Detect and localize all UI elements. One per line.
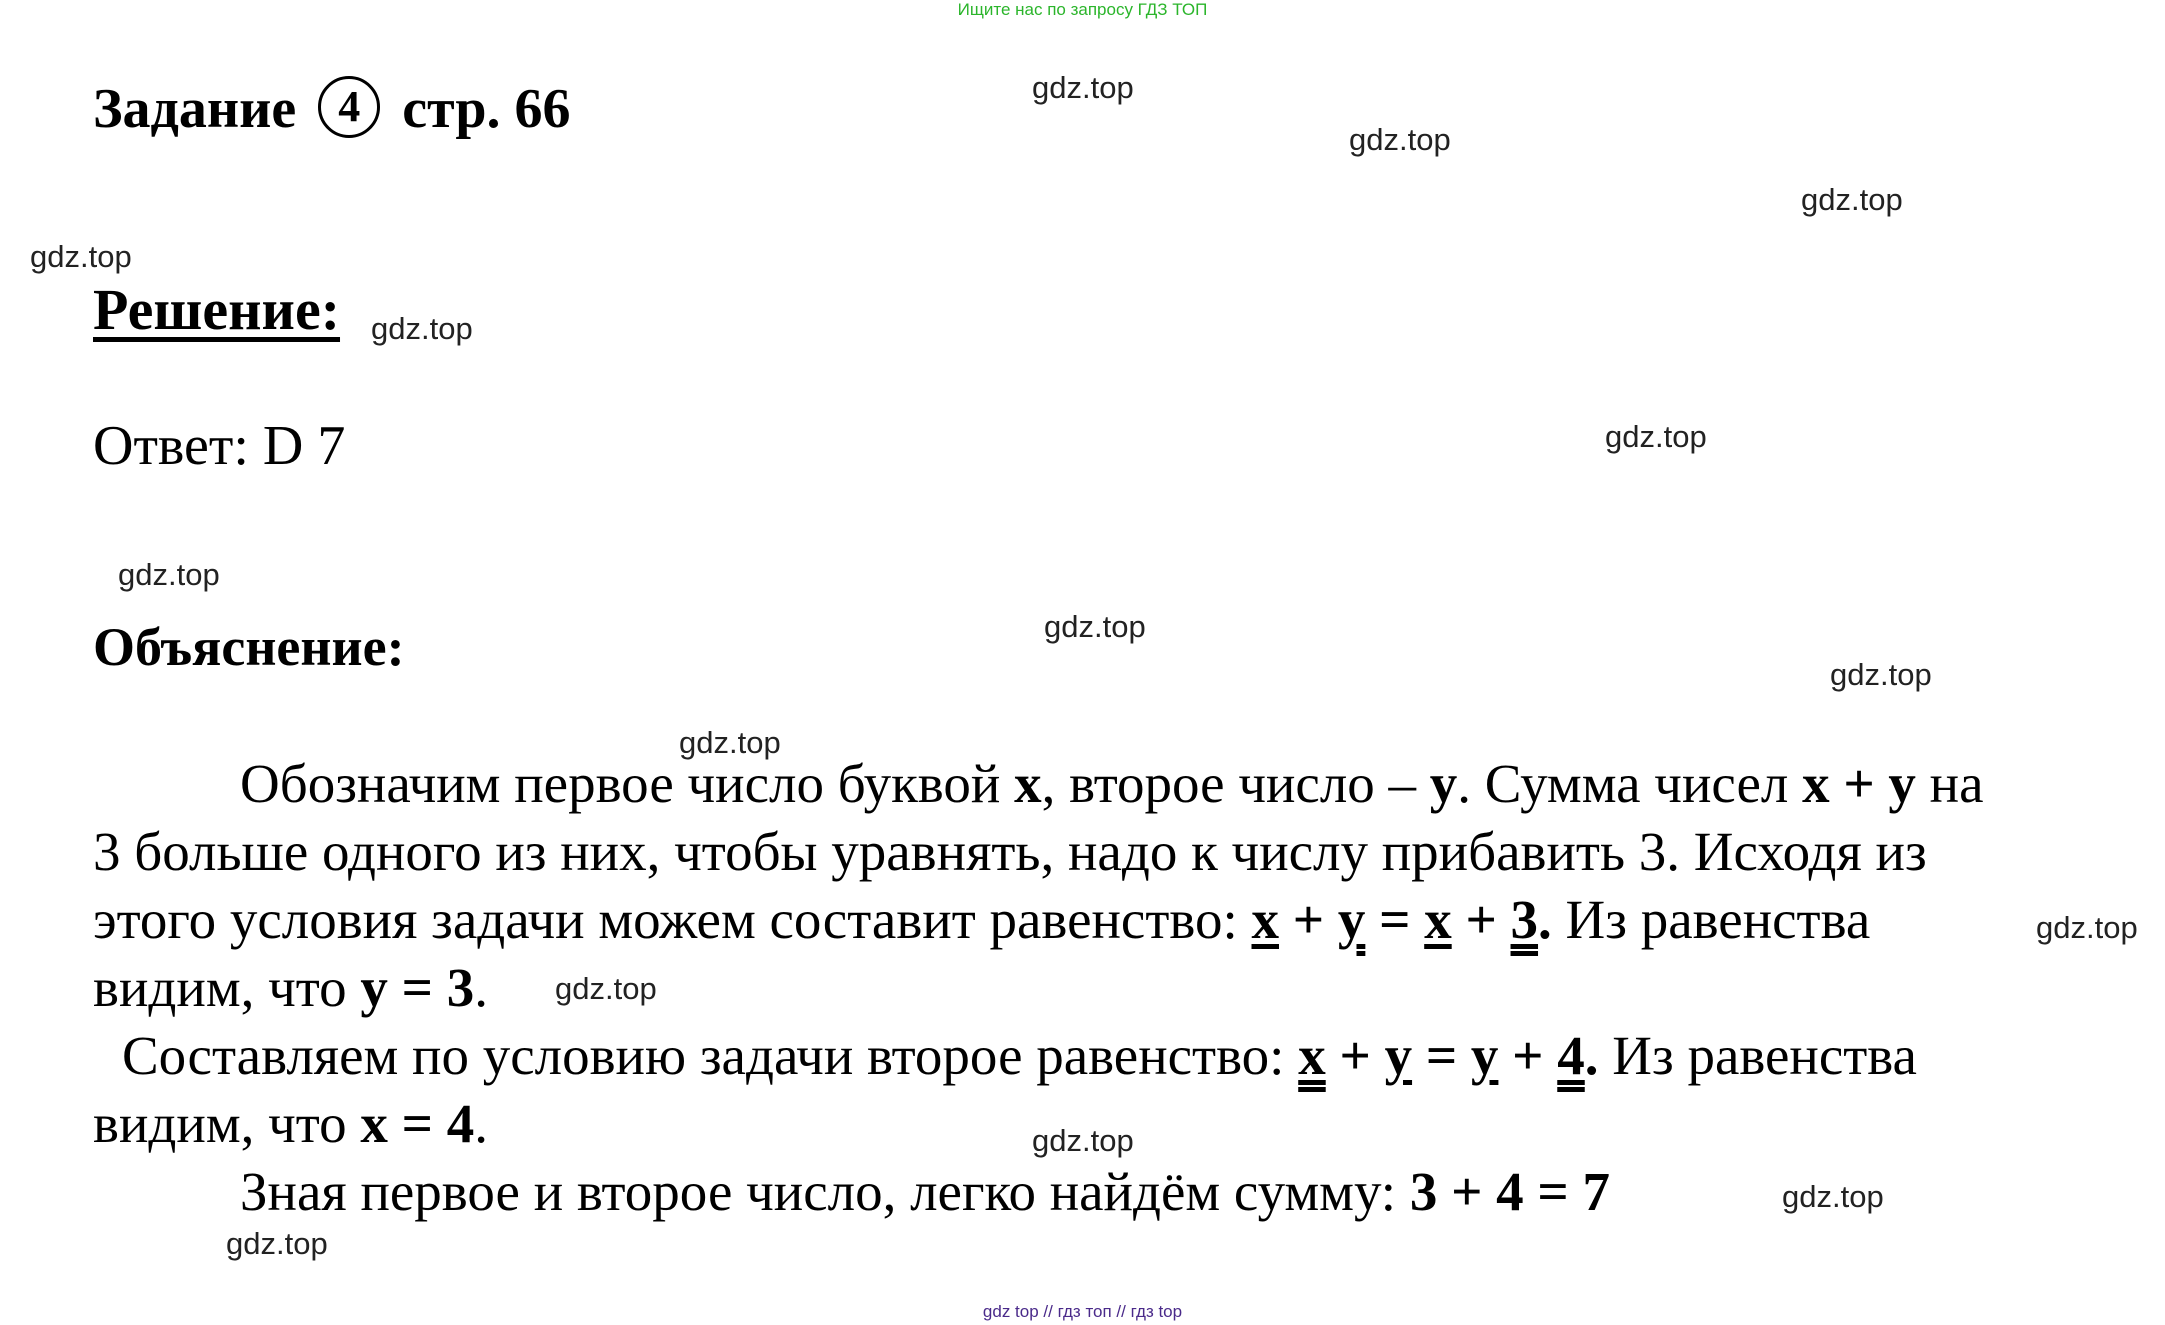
period: . <box>1538 889 1552 950</box>
text-run: , второе число – <box>1041 753 1430 814</box>
explanation-line-5 <box>122 1024 1917 1087</box>
period: . <box>1584 1025 1599 1086</box>
watermark: gdz.top <box>226 1226 328 1261</box>
var-y-double-underlined: y <box>1337 889 1366 950</box>
watermark: gdz.top <box>118 557 220 592</box>
explanation-line-2: 3 больше одного из них, чтобы уравнять, надо к числу прибавить 3. Исходя из <box>93 821 1927 882</box>
task-title-page: стр. 66 <box>402 78 571 140</box>
explanation-line-3 <box>93 888 1870 951</box>
watermark: gdz.top <box>1044 609 1146 644</box>
text-run: Зная первое и второе число, легко найдём сумму: <box>240 1161 1410 1222</box>
watermark: gdz.top <box>2036 910 2138 945</box>
task-number-circle: 4 <box>318 76 380 138</box>
var-x: x <box>1014 753 1042 814</box>
plus-sign: + <box>1279 889 1338 950</box>
text-run: на <box>1915 753 1984 814</box>
number-4-double-underlined: 4 <box>1557 1025 1585 1086</box>
explanation-heading: Объяснение: <box>93 617 405 677</box>
sum-expression: x + y <box>1802 753 1916 814</box>
watermark: gdz.top <box>371 311 473 346</box>
equals-sign: = <box>1365 889 1425 950</box>
plus-sign: + <box>1325 1025 1385 1086</box>
task-title-prefix: Задание <box>93 78 297 140</box>
answer-text: Ответ: D 7 <box>93 415 346 477</box>
explanation-line-4 <box>93 956 488 1019</box>
text-run: . <box>474 957 488 1018</box>
text-run: . Сумма чисел <box>1457 753 1803 814</box>
watermark: gdz.top <box>555 971 657 1006</box>
task-title <box>93 76 570 141</box>
text-run: . <box>474 1093 488 1154</box>
var-y-underlined: y <box>1470 1025 1499 1086</box>
plus-sign: + <box>1451 889 1511 950</box>
text-run: видим, что <box>93 957 361 1018</box>
solution-heading: Решение: <box>93 277 341 342</box>
explanation-line-6 <box>93 1092 488 1155</box>
var-y-underlined: y <box>1384 1025 1413 1086</box>
number-3-double-underlined: 3 <box>1510 889 1539 950</box>
text-run: этого условия задачи можем составит равенство: <box>93 889 1252 950</box>
watermark: gdz.top <box>30 239 132 274</box>
explanation-line-7 <box>240 1160 1610 1223</box>
equation-y: y = 3 <box>360 957 475 1018</box>
text-run: Составляем по условию задачи второе равенство: <box>122 1025 1299 1086</box>
text-run: Из равенства <box>1598 1025 1917 1086</box>
explanation-line-1 <box>240 752 1984 815</box>
equals-sign: = <box>1412 1025 1471 1086</box>
watermark: gdz.top <box>1605 419 1707 454</box>
watermark: gdz.top <box>1032 70 1134 105</box>
plus-sign: + <box>1498 1025 1558 1086</box>
watermark: gdz.top <box>1782 1179 1884 1214</box>
search-banner[interactable]: Ищите нас по запросу ГДЗ ТОП <box>957 0 1208 19</box>
text-run: видим, что <box>93 1093 361 1154</box>
watermark: gdz.top <box>1349 122 1451 157</box>
text-run: Из равенства <box>1551 889 1871 950</box>
watermark: gdz.top <box>1032 1123 1134 1158</box>
watermark: gdz.top <box>679 725 781 760</box>
var-x-double-underlined: x <box>1298 1025 1326 1086</box>
sum-equation: 3 + 4 = 7 <box>1409 1161 1610 1222</box>
equation-x: x = 4 <box>360 1093 475 1154</box>
watermark: gdz.top <box>1801 182 1903 217</box>
watermark: gdz.top <box>1830 657 1932 692</box>
var-y: y <box>1429 753 1458 814</box>
text-run: Обозначим первое число буквой <box>240 753 1015 814</box>
footer-links[interactable]: gdz top // гдз топ // гдз top <box>982 1302 1183 1321</box>
var-x-underlined: x <box>1251 889 1279 950</box>
var-x-underlined: x <box>1424 889 1452 950</box>
